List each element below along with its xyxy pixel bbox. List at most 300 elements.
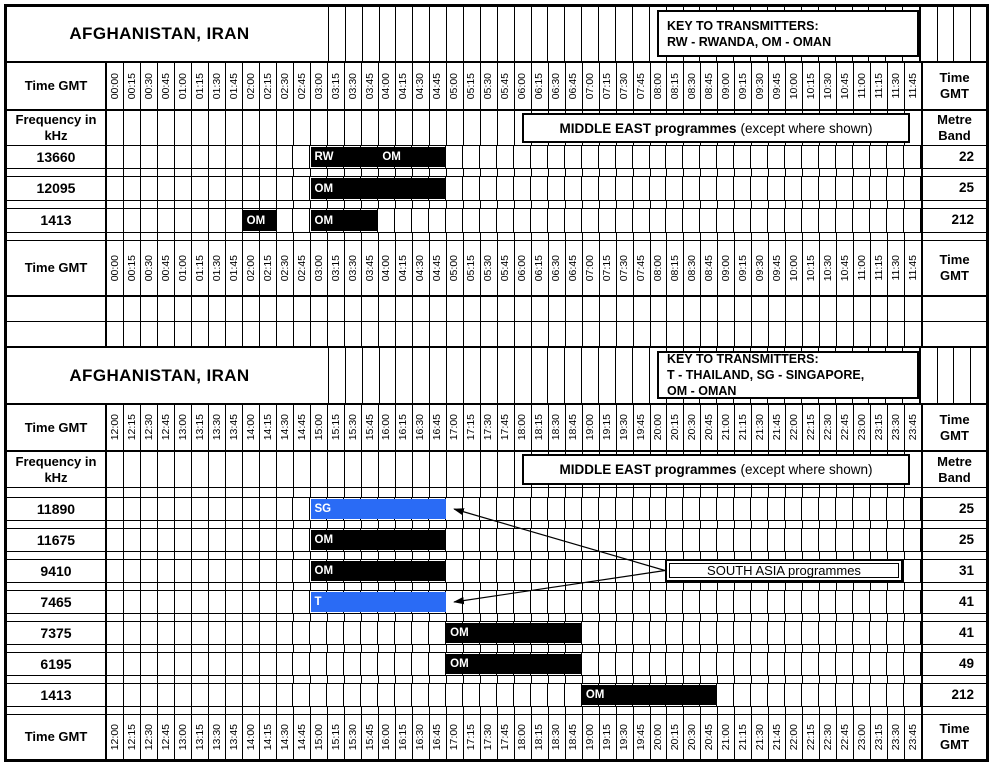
grid-cell (396, 676, 413, 683)
time-label: 18:00 (516, 723, 529, 751)
grid-cell (651, 707, 668, 714)
grid-cell (820, 521, 837, 528)
frequency-row (7, 146, 986, 169)
grid-cell (734, 529, 751, 551)
grid-cell (565, 146, 582, 168)
time-cell (328, 715, 345, 759)
time-label: 09:30 (754, 72, 767, 100)
grid-cell (802, 622, 819, 644)
grid-cell (650, 560, 667, 582)
grid-cell (549, 707, 566, 714)
grid-cell (751, 529, 768, 551)
grid-cell (158, 707, 175, 714)
grid-cell (904, 529, 921, 551)
time-label: 06:30 (550, 72, 563, 100)
programme-note (522, 454, 910, 485)
metre-band-value: 41 (958, 624, 974, 640)
time-label: 04:15 (397, 254, 410, 282)
time-cell (328, 241, 345, 295)
grid-cell (497, 560, 514, 582)
title-grid-cell (616, 348, 633, 403)
grid-cell (260, 521, 277, 528)
metre-band-value: 25 (958, 180, 974, 196)
grid-cell (175, 560, 192, 582)
time-label: 02:00 (244, 72, 257, 100)
time-cell (498, 63, 515, 109)
grid-cell (396, 169, 413, 176)
grid-cell (871, 707, 888, 714)
time-header-row (7, 63, 986, 111)
time-label: 05:45 (499, 72, 512, 100)
metre-band-value: 41 (958, 593, 974, 609)
grid-cell (209, 322, 226, 346)
grid-cell (378, 653, 395, 675)
time-label: 11:15 (873, 255, 886, 281)
grid-cell (311, 583, 328, 590)
spacer-row (7, 676, 986, 684)
time-cell (600, 241, 617, 295)
time-label: 01:30 (210, 72, 223, 100)
grid-cell (396, 322, 413, 346)
time-cell (600, 405, 617, 450)
title-grid-cell (464, 348, 481, 403)
title-grid-cell (380, 348, 397, 403)
title-grid-cell (599, 7, 616, 61)
grid-cell (633, 653, 650, 675)
grid-cell (446, 498, 463, 520)
grid-cell (651, 322, 668, 346)
time-label: 11:15 (873, 73, 886, 99)
time-cell (209, 715, 226, 759)
grid-cell (311, 676, 328, 683)
transmitter-code: OM (246, 214, 266, 227)
metre-word: Metre (937, 453, 972, 469)
time-cell (413, 241, 430, 295)
grid-cell (735, 201, 752, 208)
grid-cell (413, 169, 430, 176)
grid-cell (600, 322, 617, 346)
time-cell (871, 63, 888, 109)
grid-cell (532, 322, 549, 346)
grid-cell (904, 498, 921, 520)
grid-cell (107, 560, 124, 582)
grid-cell (752, 201, 769, 208)
grid-cell (802, 498, 819, 520)
grid-cell (515, 233, 532, 240)
time-label: 08:45 (703, 72, 716, 100)
grid-cell (378, 684, 395, 706)
time-label: 17:45 (499, 723, 512, 751)
grid-cell (328, 322, 345, 346)
time-cell (583, 63, 600, 109)
time-label: 09:00 (720, 254, 733, 282)
grid-cell (226, 201, 243, 208)
frequency-rows (7, 488, 986, 715)
grid-cell (226, 591, 243, 613)
grid-cell (904, 653, 921, 675)
grid-cell (209, 707, 226, 714)
grid-cell (464, 201, 481, 208)
grid-cell (905, 552, 921, 559)
grid-cell (837, 201, 854, 208)
grid-cell (905, 521, 921, 528)
grid-cell (141, 452, 158, 487)
spacer-grid (107, 645, 923, 652)
time-label: 12:15 (125, 414, 138, 441)
transmission-bar (311, 592, 447, 612)
grid-cell (820, 201, 837, 208)
grid-cell (683, 622, 700, 644)
grid-cell (192, 521, 209, 528)
grid-cell (226, 209, 243, 232)
time-cell (396, 405, 413, 450)
grid-cell (870, 498, 887, 520)
spacer-row (7, 521, 986, 529)
spacer-left-cell (7, 552, 107, 559)
grid-cell (565, 498, 582, 520)
grid-cell (158, 233, 175, 240)
grid-cell (311, 322, 328, 346)
grid-cell (718, 583, 735, 590)
title-grid-cell (565, 7, 582, 61)
grid-cell (600, 583, 617, 590)
time-columns (107, 715, 923, 759)
grid-cell (446, 560, 463, 582)
grid-cell (345, 488, 362, 497)
grid-cell (498, 111, 515, 145)
grid-cell (820, 169, 837, 176)
grid-cell (328, 201, 345, 208)
grid-cell (751, 622, 768, 644)
grid-cell (548, 209, 565, 232)
grid-cell (260, 614, 277, 621)
time-label: 03:15 (329, 72, 342, 100)
time-label: 05:30 (482, 254, 495, 282)
grid-cell (888, 521, 905, 528)
grid-cell (293, 529, 310, 551)
time-cell (379, 241, 396, 295)
time-label: 13:30 (210, 723, 223, 751)
grid-cell (515, 645, 532, 652)
spacer-grid (107, 488, 923, 497)
grid-cell (226, 233, 243, 240)
time-label: 10:15 (805, 72, 818, 100)
grid-cell (158, 322, 175, 346)
grid-cell (141, 498, 158, 520)
time-label: 15:45 (363, 414, 376, 441)
grid-cell (310, 653, 327, 675)
spacer-left-cell (7, 614, 107, 621)
grid-cell (803, 707, 820, 714)
grid-cell (175, 653, 192, 675)
time-cell (566, 715, 583, 759)
grid-cell (548, 146, 565, 168)
metre-band-value: 212 (951, 686, 974, 702)
grid-cell (734, 653, 751, 675)
grid-cell (582, 591, 599, 613)
grid-cell (583, 645, 600, 652)
grid-cell (124, 645, 141, 652)
grid-cell (379, 233, 396, 240)
grid-cell (396, 707, 413, 714)
grid-cell (243, 583, 260, 590)
time-label: 15:30 (346, 723, 359, 751)
title-grid-cell (515, 7, 532, 61)
grid-cell (717, 529, 734, 551)
grid-cell (294, 169, 311, 176)
grid-cell (430, 452, 447, 487)
time-label: 19:15 (601, 414, 614, 441)
grid-cell (260, 684, 277, 706)
grid-cell (837, 707, 854, 714)
time-cell (515, 715, 532, 759)
grid-cell (819, 529, 836, 551)
grid-cell (515, 169, 532, 176)
grid-cell (600, 169, 617, 176)
grid-cell (226, 169, 243, 176)
grid-cell (871, 583, 888, 590)
title-grid-cell (633, 348, 650, 403)
grid-cell (464, 521, 481, 528)
time-cell (667, 241, 684, 295)
grid-cell (412, 684, 429, 706)
grid-cell (464, 707, 481, 714)
frequency-header-row (7, 111, 986, 146)
grid-cell (294, 233, 311, 240)
title-grid-cell (954, 7, 971, 61)
grid-cell (209, 201, 226, 208)
grid-cell (141, 684, 158, 706)
grid-cell (718, 521, 735, 528)
grid-cell (327, 622, 344, 644)
time-label: 23:15 (873, 414, 886, 441)
time-cell (362, 405, 379, 450)
grid-cell (158, 676, 175, 683)
grid-cell (785, 622, 802, 644)
spacer-row (7, 583, 986, 591)
grid-cell (412, 622, 429, 644)
grid-cell (768, 622, 785, 644)
time-cell (481, 715, 498, 759)
grid-cell (175, 488, 192, 497)
grid-cell (600, 614, 617, 621)
time-cell (634, 241, 651, 295)
grid-cell (192, 177, 209, 200)
gmt-word: GMT (940, 86, 969, 101)
grid-cell (311, 297, 328, 321)
gmt-word: GMT (940, 737, 969, 752)
grid-cell (549, 676, 566, 683)
grid-cell (413, 521, 430, 528)
grid-cell (600, 676, 617, 683)
time-label: 13:45 (227, 414, 240, 441)
grid-cell (684, 201, 701, 208)
time-cell (158, 241, 175, 295)
grid-cell (836, 209, 853, 232)
grid-cell (480, 209, 497, 232)
grid-cell (226, 614, 243, 621)
time-label: 07:30 (618, 254, 631, 282)
grid-cell (463, 498, 480, 520)
grid-cell (429, 209, 446, 232)
metre-band-value: 25 (958, 531, 974, 547)
grid-cell (498, 169, 515, 176)
time-gmt-label: Time GMT (7, 715, 107, 759)
grid-cell (634, 297, 651, 321)
time-label: 13:30 (210, 414, 223, 441)
grid-cell (904, 146, 921, 168)
grid-cell (600, 233, 617, 240)
time-cell (209, 241, 226, 295)
grid-cell (107, 529, 124, 551)
grid-cell (311, 552, 328, 559)
grid-cell (684, 169, 701, 176)
grid-cell (651, 645, 668, 652)
grid-cell (293, 622, 310, 644)
grid-cell (362, 707, 379, 714)
grid-cell (802, 653, 819, 675)
grid-cell (447, 169, 464, 176)
grid-cell (413, 676, 430, 683)
grid-cell (175, 498, 192, 520)
time-cell (820, 241, 837, 295)
time-cell (277, 405, 294, 450)
grid-cell (853, 653, 870, 675)
grid-cell (718, 297, 735, 321)
grid-cell (277, 177, 294, 200)
time-cell (583, 715, 600, 759)
grid-cell (617, 645, 634, 652)
frequency-grid (107, 591, 923, 613)
grid-cell (769, 583, 786, 590)
time-label: 16:45 (431, 723, 444, 751)
metre-band-header (923, 111, 986, 145)
grid-cell (717, 209, 734, 232)
grid-cell (514, 684, 531, 706)
grid-cell (751, 209, 768, 232)
grid-cell (158, 684, 175, 706)
time-cell (532, 405, 549, 450)
grid-cell (871, 322, 888, 346)
grid-cell (854, 645, 871, 652)
blank-row (7, 297, 986, 322)
grid-cell (379, 322, 396, 346)
time-cell (294, 405, 311, 450)
grid-cell (548, 498, 565, 520)
title-grid-cell (363, 348, 380, 403)
grid-cell (243, 707, 260, 714)
title-grid-cell (481, 7, 498, 61)
spacer-right-cell (923, 583, 986, 590)
time-cell (260, 241, 277, 295)
grid-cell (854, 233, 871, 240)
grid-cell (650, 498, 667, 520)
grid-cell (124, 146, 141, 168)
grid-cell (141, 169, 158, 176)
grid-cell (311, 488, 328, 497)
time-label: 06:00 (516, 254, 529, 282)
time-label: 11:45 (907, 255, 919, 281)
title-grid-cell (971, 7, 987, 61)
grid-cell (769, 488, 786, 497)
grid-cell (344, 684, 361, 706)
gmt-word: GMT (940, 427, 969, 443)
grid-cell (260, 498, 277, 520)
grid-cell (294, 201, 311, 208)
grid-cell (837, 488, 854, 497)
grid-cell (718, 169, 735, 176)
grid-cell (667, 169, 684, 176)
grid-cell (905, 169, 921, 176)
grid-cell (583, 488, 600, 497)
grid-cell (514, 529, 531, 551)
grid-cell (379, 583, 396, 590)
grid-cell (905, 233, 921, 240)
grid-cell (480, 684, 497, 706)
time-cell (243, 715, 260, 759)
time-cell (803, 241, 820, 295)
frequency-grid (107, 177, 923, 200)
grid-cell (310, 622, 327, 644)
spacer-grid (107, 322, 923, 346)
grid-cell (583, 583, 600, 590)
time-cell (481, 63, 498, 109)
time-cell (684, 241, 701, 295)
grid-cell (583, 169, 600, 176)
spacer-grid (107, 583, 923, 590)
grid-cell (430, 111, 447, 145)
time-cell (379, 405, 396, 450)
spacer-right-cell (923, 233, 986, 240)
grid-cell (498, 322, 515, 346)
time-label: 21:45 (771, 414, 784, 441)
grid-cell (888, 645, 905, 652)
grid-cell (277, 583, 294, 590)
grid-cell (447, 488, 464, 497)
time-cell (362, 63, 379, 109)
time-label: 12:30 (142, 723, 155, 751)
grid-cell (735, 583, 752, 590)
key-to-transmitters (657, 10, 919, 57)
time-label: 22:00 (788, 723, 801, 751)
grid-cell (634, 583, 651, 590)
time-label: 04:00 (380, 72, 393, 100)
grid-cell (583, 676, 600, 683)
grid-cell (447, 614, 464, 621)
title-grid-cell (430, 7, 447, 61)
grid-cell (887, 684, 904, 706)
grid-cell (769, 233, 786, 240)
grid-cell (582, 622, 599, 644)
time-label: 08:30 (686, 254, 699, 282)
grid-cell (684, 233, 701, 240)
grid-cell (768, 177, 785, 200)
time-label: 00:30 (142, 254, 155, 282)
grid-cell (209, 645, 226, 652)
grid-cell (481, 583, 498, 590)
time-label: 03:00 (312, 254, 325, 282)
time-cell (107, 715, 124, 759)
time-cell (837, 715, 854, 759)
grid-cell (617, 552, 634, 559)
frequency-rows (7, 146, 986, 241)
grid-cell (701, 322, 718, 346)
grid-cell (243, 676, 260, 683)
grid-cell (836, 653, 853, 675)
time-label: 16:30 (414, 723, 427, 751)
grid-cell (260, 488, 277, 497)
grid-cell (870, 209, 887, 232)
